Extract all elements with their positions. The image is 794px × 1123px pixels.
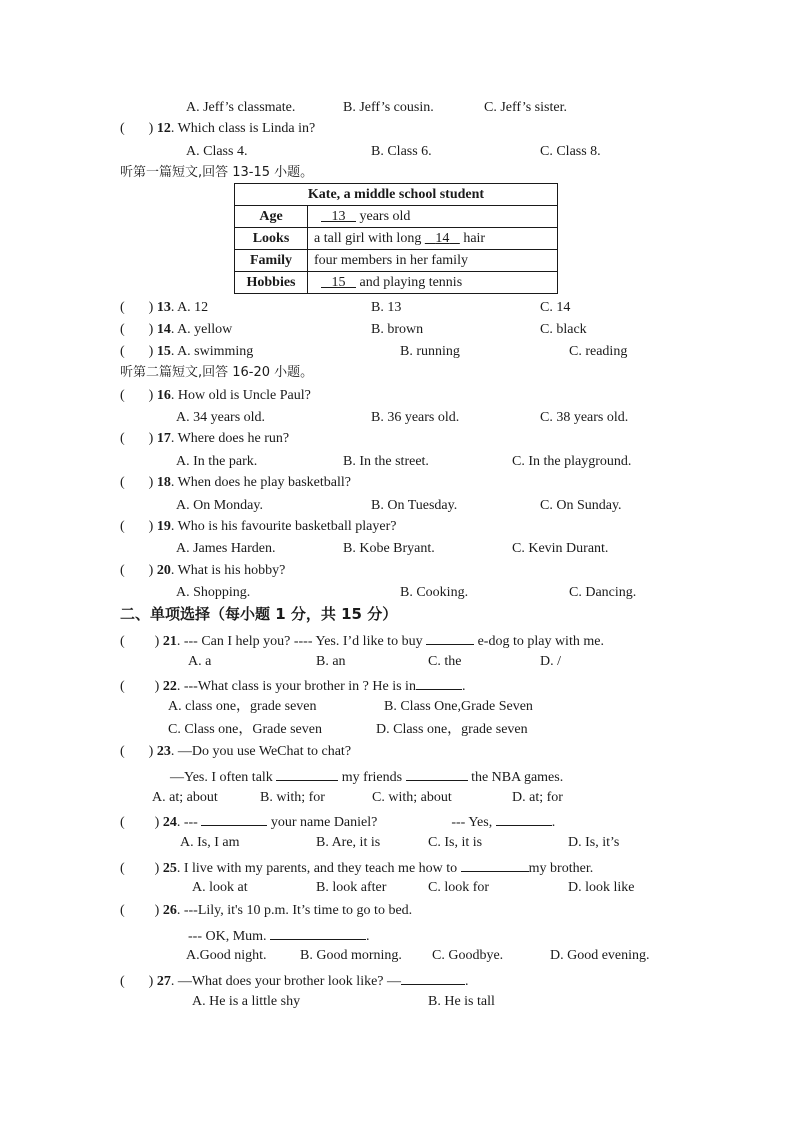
- blank-15: 15: [331, 274, 346, 290]
- blank-13: 13: [331, 208, 346, 224]
- q20-text: . What is his hobby?: [170, 563, 286, 578]
- q13-option-c: C. 14: [540, 300, 571, 315]
- q19-text: . Who is his favourite basketball player?: [170, 519, 397, 534]
- q20-number: 20: [156, 563, 171, 578]
- q26-option-c: C. Goodbye.: [432, 948, 504, 963]
- q15-option-b: B. running: [400, 344, 460, 359]
- q23-line2: —Yes. I often talk my friends the NBA games.: [170, 766, 563, 787]
- q20-option-a: A. Shopping.: [176, 585, 251, 600]
- q14-option-b: B. brown: [371, 322, 424, 337]
- q20-option-b: B. Cooking.: [400, 585, 469, 600]
- q21-option-b: B. an: [316, 654, 346, 669]
- q27-number: 27: [156, 974, 171, 989]
- table-row: [235, 272, 558, 294]
- q18-option-c: C. On Sunday.: [540, 498, 622, 513]
- q16-number: 16: [156, 388, 171, 403]
- q13-row: ( ) 13. A. 12: [120, 300, 209, 315]
- passage2-instruction: 听第二篇短文,回答 16-20 小题。: [120, 365, 314, 380]
- q22-option-a: A. class one，grade seven: [168, 699, 317, 714]
- q26-stem: ( ) 26. ---Lily, it's 10 p.m. It’s time to go to bed.: [120, 903, 413, 918]
- q26-text: . ---Lily, it's 10 p.m. It’s time to go to bed.: [176, 903, 413, 918]
- q11-option-b: B. Jeff’s cousin.: [343, 100, 434, 115]
- q27-option-a: A. He is a little shy: [192, 994, 301, 1009]
- row-value-age: 13 years old: [308, 206, 558, 228]
- q17-option-a: A. In the park.: [176, 454, 258, 469]
- q12-number: 12: [156, 121, 171, 136]
- row-value-hobbies: 15 and playing tennis: [308, 272, 558, 294]
- q24-blank-2: [496, 811, 552, 826]
- row-key-family: Family: [235, 250, 308, 272]
- q16-text: . How old is Uncle Paul?: [170, 388, 311, 403]
- q24-stem: ( ) 24. --- your name Daniel? --- Yes, .: [120, 811, 555, 832]
- q27-option-b: B. He is tall: [428, 994, 495, 1009]
- q15-row: ( ) 15. A. swimming: [120, 344, 254, 359]
- q16-option-a: A. 34 years old.: [176, 410, 266, 425]
- row-key-age: Age: [235, 206, 308, 228]
- q18-stem: ( ) 18. When does he play basketball?: [120, 475, 351, 490]
- q22-number: 22: [162, 679, 177, 694]
- q19-stem: ( ) 19. Who is his favourite basketball player?: [120, 519, 397, 534]
- q23-option-a: A. at; about: [152, 790, 218, 805]
- q21-option-d: D. /: [540, 654, 561, 669]
- table-row: [235, 250, 558, 272]
- q19-number: 19: [156, 519, 171, 534]
- q12-stem: [120, 120, 315, 138]
- q22-option-b: B. Class One,Grade Seven: [384, 699, 533, 714]
- passage1-instruction: 听第一篇短文,回答 13-15 小题。: [120, 165, 314, 180]
- q24-option-b: B. Are, it is: [316, 835, 381, 850]
- q25-option-d: D. look like: [568, 880, 635, 895]
- q23-blank-1: [276, 766, 338, 781]
- q26-option-b: B. Good morning.: [300, 948, 402, 963]
- q24-option-a: A. Is, I am: [180, 835, 240, 850]
- q18-number: 18: [156, 475, 171, 490]
- q18-text: . When does he play basketball?: [170, 475, 351, 490]
- q23-option-d: D. at; for: [512, 790, 563, 805]
- q25-option-c: C. look for: [428, 880, 490, 895]
- q21-number: 21: [162, 634, 177, 649]
- table-row: [235, 206, 558, 228]
- q18-option-a: A. On Monday.: [176, 498, 263, 513]
- q12-option-b: B. Class 6.: [371, 144, 432, 159]
- q22-blank: [416, 675, 462, 690]
- q27-stem: ( ) 27. —What does your brother look like? — .: [120, 970, 469, 991]
- q19-option-c: C. Kevin Durant.: [512, 541, 609, 556]
- q24-option-d: D. Is, it’s: [568, 835, 620, 850]
- q12-option-a: A. Class 4.: [186, 144, 248, 159]
- q26-line2: --- OK, Mum. .: [188, 925, 370, 946]
- q26-option-a: A.Good night.: [186, 948, 267, 963]
- q22-option-c: C. Class one，Grade seven: [168, 722, 322, 737]
- q17-option-b: B. In the street.: [343, 454, 429, 469]
- q14-option-c: C. black: [540, 322, 587, 337]
- q25-stem: ( ) 25. I live with my parents, and they teach me how to my brother.: [120, 857, 593, 878]
- table-title-row: [235, 184, 558, 206]
- q19-option-a: A. James Harden.: [176, 541, 276, 556]
- q17-stem: ( ) 17. Where does he run?: [120, 431, 290, 446]
- q13-option-a: . A. 12: [170, 300, 209, 315]
- q25-option-b: B. look after: [316, 880, 387, 895]
- q14-number: 14: [156, 322, 171, 337]
- q17-number: 17: [156, 431, 171, 446]
- q12-option-c: C. Class 8.: [540, 144, 601, 159]
- q23-number: 23: [156, 744, 171, 759]
- q15-option-c: C. reading: [569, 344, 628, 359]
- q24-option-c: C. Is, it is: [428, 835, 483, 850]
- q22-stem: ( ) 22. ---What class is your brother in ? He is in .: [120, 675, 465, 696]
- q16-option-b: B. 36 years old.: [371, 410, 460, 425]
- q27-blank: [401, 970, 465, 985]
- q22-option-d: D. Class one，grade seven: [376, 722, 528, 737]
- table-title: Kate, a middle school student: [235, 184, 558, 206]
- q14-row: ( ) 14. A. yellow: [120, 322, 233, 337]
- q23-option-b: B. with; for: [260, 790, 325, 805]
- q26-option-d: D. Good evening.: [550, 948, 650, 963]
- q25-option-a: A. look at: [192, 880, 248, 895]
- paren-close: ): [148, 121, 154, 136]
- row-key-looks: Looks: [235, 228, 308, 250]
- q18-option-b: B. On Tuesday.: [371, 498, 458, 513]
- q23-stem: ( ) 23. —Do you use WeChat to chat?: [120, 744, 352, 759]
- q26-number: 26: [162, 903, 177, 918]
- q16-stem: ( ) 16. How old is Uncle Paul?: [120, 388, 311, 403]
- q15-option-a: . A. swimming: [170, 344, 254, 359]
- q17-option-c: C. In the playground.: [512, 454, 632, 469]
- q24-blank-1: [201, 811, 267, 826]
- q11-option-c: C. Jeff’s sister.: [484, 100, 567, 115]
- q21-blank: [426, 630, 474, 645]
- q20-option-c: C. Dancing.: [569, 585, 637, 600]
- q25-number: 25: [162, 861, 177, 876]
- row-value-family: four members in her family: [308, 250, 558, 272]
- kate-info-table: [234, 183, 558, 294]
- q11-option-a: A. Jeff’s classmate.: [186, 100, 296, 115]
- q21-option-c: C. the: [428, 654, 462, 669]
- q26-blank: [270, 925, 366, 940]
- row-key-hobbies: Hobbies: [235, 272, 308, 294]
- q21-stem: ( ) 21. --- Can I help you? ---- Yes. I’d like to buy e-dog to play with me.: [120, 630, 604, 651]
- q23-blank-2: [406, 766, 468, 781]
- paren-open: (: [120, 121, 125, 136]
- q19-option-b: B. Kobe Bryant.: [343, 541, 435, 556]
- q13-number: 13: [156, 300, 171, 315]
- q23-option-c: C. with; about: [372, 790, 452, 805]
- q14-option-a: . A. yellow: [170, 322, 233, 337]
- q25-blank: [461, 857, 529, 872]
- q16-option-c: C. 38 years old.: [540, 410, 629, 425]
- table-row: [235, 228, 558, 250]
- q21-option-a: A. a: [188, 654, 212, 669]
- q17-text: . Where does he run?: [170, 431, 290, 446]
- blank-14: 14: [435, 230, 450, 246]
- section2-heading: 二、单项选择（每小题 1 分，共 15 分）: [120, 605, 398, 623]
- q24-number: 24: [162, 815, 177, 830]
- q12-text: . Which class is Linda in?: [170, 121, 316, 136]
- q23-text: . —Do you use WeChat to chat?: [170, 744, 352, 759]
- row-value-looks: a tall girl with long 14 hair: [308, 228, 558, 250]
- q13-option-b: B. 13: [371, 300, 402, 315]
- q20-stem: ( ) 20. What is his hobby?: [120, 563, 286, 578]
- q15-number: 15: [156, 344, 171, 359]
